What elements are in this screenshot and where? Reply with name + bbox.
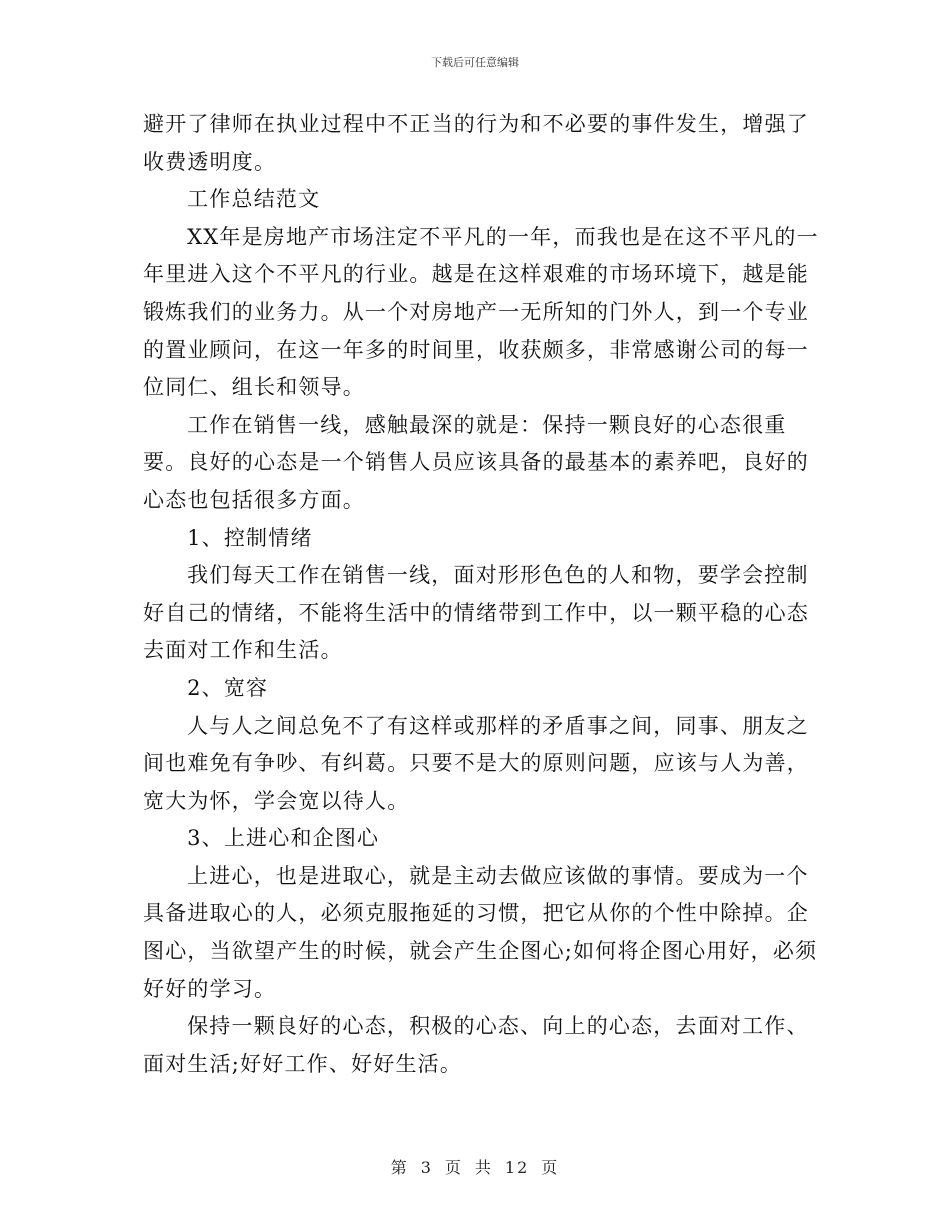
paragraph-intro: XX年是房地产市场注定不平凡的一年，而我也是在这不平凡的一年里进入这个不平凡的行业。越是在这样艰难的市场环境下，越是能锻炼我们的业务力。从一个对房地产一无所知的门外人，到一个专业的置业顾问，在这一年多的时间里，收获颇多，非常感谢公司的每一位同仁、组长和领导。 bbox=[143, 224, 819, 400]
page-word: 第 bbox=[390, 1158, 409, 1177]
page-footer bbox=[0, 1155, 950, 1178]
page-header: 下载后可任意编辑 bbox=[431, 56, 519, 69]
paragraph-continuation: 避开了律师在执业过程中不正当的行为和不必要的事件发生，增强了收费透明度。 bbox=[143, 112, 809, 174]
page-number-current: 3 bbox=[420, 1158, 433, 1177]
page-unit: 页 bbox=[444, 1158, 463, 1177]
paragraph-ambition: 上进心，也是进取心，就是主动去做应该做的事情。要成为一个具备进取心的人，必须克服拖延的习惯，把它从你的个性中除掉。企图心，当欲望产生的时候，就会产生企图心;如何将企图心用好，必须好好的学习。 bbox=[143, 863, 818, 1001]
total-unit: 页 bbox=[541, 1158, 560, 1177]
section-title: 工作总结范文 bbox=[187, 187, 321, 212]
heading-ambition: 3、上进心和企图心 bbox=[187, 826, 380, 851]
paragraph-control-emotions: 我们每天工作在销售一线，面对形形色色的人和物，要学会控制好自己的情绪，不能将生活中的情绪带到工作中，以一颗平稳的心态去面对工作和生活。 bbox=[143, 563, 809, 663]
paragraph-conclusion: 保持一颗良好的心态，积极的心态、向上的心态，去面对工作、面对生活;好好工作、好好生活。 bbox=[143, 1014, 809, 1076]
total-word: 共 bbox=[474, 1158, 493, 1177]
paragraph-attitude: 工作在销售一线，感触最深的就是：保持一颗良好的心态很重要。良好的心态是一个销售人员应该具备的最基本的素养吧，良好的心态也包括很多方面。 bbox=[143, 412, 809, 512]
heading-tolerance: 2、宽容 bbox=[187, 675, 269, 700]
paragraph-tolerance: 人与人之间总免不了有这样或那样的矛盾事之间，同事、朋友之间也难免有争吵、有纠葛。只要不是大的原则问题，应该与人为善，宽大为怀，学会宽以待人。 bbox=[143, 713, 809, 813]
page-number-total: 12 bbox=[504, 1158, 530, 1177]
heading-control-emotions: 1、控制情绪 bbox=[187, 525, 313, 550]
document-body bbox=[143, 106, 819, 1083]
